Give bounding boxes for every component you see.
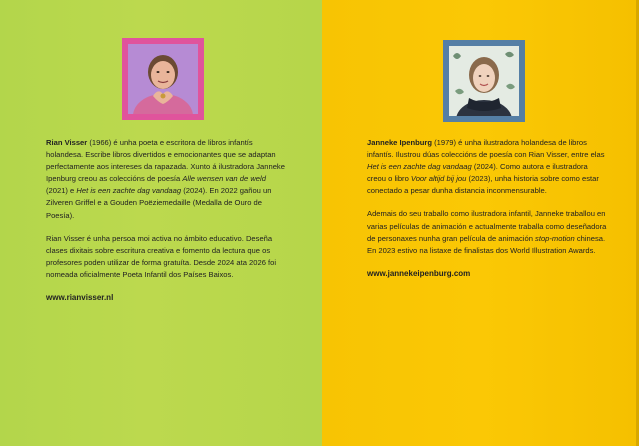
author-portrait-photo <box>128 44 198 114</box>
book-title: Alle wensen van de weld <box>182 174 266 184</box>
author-bio-paragraph-1: Rian Visser (1966) é unha poeta e escritora de libros infantís holandesa. Escribe libros divertidos e emocionantes que se adaptan perfectamente aos intereses da rapazada. Xunto á ilustradora Janneke Ipenburg creou as coleccións de poesía Alle wensen van de weld (2021) e Het is een zachte dag vandaag (2024). En 2022 gañou un Zilveren Griffel e a Gouden Poëziemedaille (Medalla de Ouro de Poesía). <box>46 138 285 220</box>
book-title: Het is een zachte dag vandaag <box>367 162 472 172</box>
illustrator-website-link[interactable]: www.jannekeipenburg.com <box>367 268 471 278</box>
technique-term: stop-motion <box>535 233 575 243</box>
author-website-link[interactable]: www.rianvisser.nl <box>46 293 114 303</box>
illustrator-bio <box>367 137 607 280</box>
illustrator-portrait-photo <box>449 46 519 116</box>
author-name: Rian Visser <box>46 138 88 147</box>
illustrator-bio-paragraph-1: Janneke Ipenburg (1979) é unha ilustradora holandesa de libros infantís. Ilustrou dúas coleccións de poesía con Rian Visser, entre elas Het is een zachte dag vandaag (2024). Como autora e ilustradora creou o libro Voor altijd bij jou (2023), unha historia sobre como estar conectado a pesar dunha distancia inconmensurable. <box>367 138 605 196</box>
illustrator-photo-frame <box>443 40 525 122</box>
illustrator-bio-paragraph-2: Ademais do seu traballo como ilustradora infantil, Janneke traballou en varias películas de animación e actualmente traballa como deseñadora de personaxes nunha gran película de animación stop-motion chinesa. En 2023 estivo na listaxe de finalistas dos World Illustration Awards. <box>367 209 607 255</box>
book-title: Voor altijd bij jou <box>410 174 467 184</box>
illustrator-name: Janneke Ipenburg <box>367 138 432 147</box>
book-title: Het is een zachte dag vandaag <box>76 186 182 196</box>
author-bio <box>46 137 286 304</box>
author-photo-frame <box>122 38 204 120</box>
author-bio-paragraph-2: Rian Visser é unha persoa moi activa no ámbito educativo. Deseña clases dixitais sobre escritura creativa e fomento da lectura que os profesores poden utilizar de forma gratuíta. Desde 2024 ata 2026 foi nomeada oficialmente Poeta Infantil dos Países Baixos. <box>46 233 277 279</box>
